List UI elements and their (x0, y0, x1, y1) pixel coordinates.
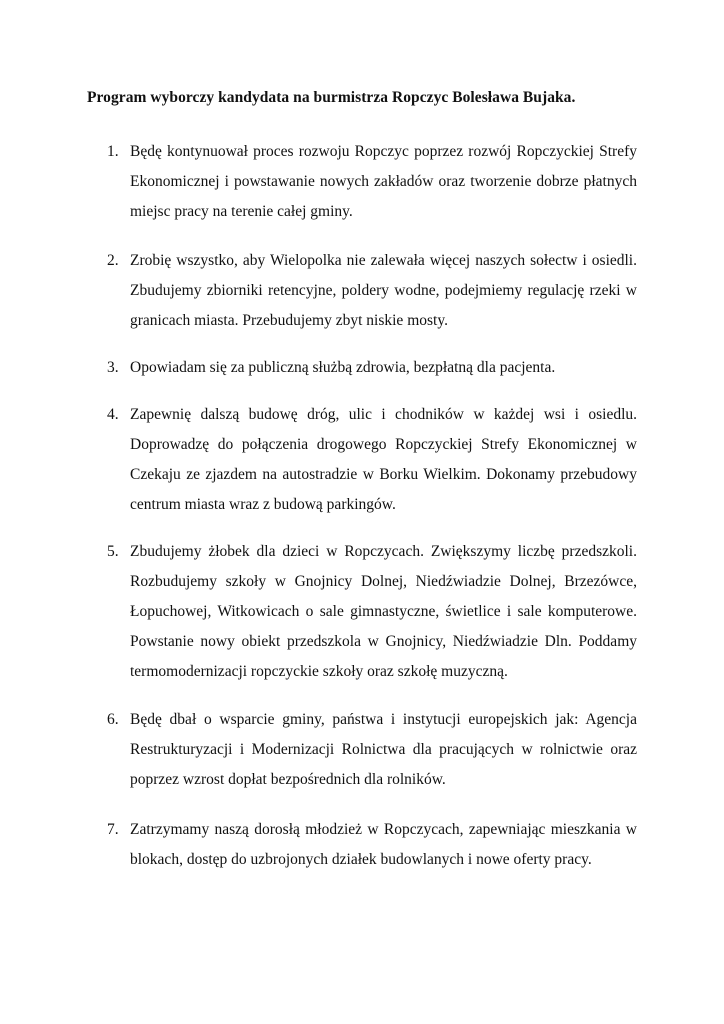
list-item-text: Zrobię wszystko, aby Wielopolka nie zalewała więcej naszych sołectw i osiedli. Zbudujemy zbiorniki retencyjne, poldery wodne, podejmiemy regulację rzeki w granicach miasta. Przebudujemy zbyt niskie mosty. (130, 252, 637, 329)
list-item-number: 5. (107, 543, 119, 560)
list-item-number: 6. (107, 711, 119, 728)
list-item-text: Zatrzymamy naszą dorosłą młodzież w Ropczycach, zapewniając mieszkania w blokach, dostęp do uzbrojonych działek budowlanych i nowe oferty pracy. (130, 821, 637, 868)
list-item-text: Opowiadam się za publiczną służbą zdrowia, bezpłatną dla pacjenta. (130, 359, 556, 376)
list-item-text: Zapewnię dalszą budowę dróg, ulic i chodników w każdej wsi i osiedlu. Doprowadzę do połączenia drogowego Ropczyckiej Strefy Ekonomicznej w Czekaju ze zjazdem na autostradzie w Borku Wielkim. Dokonamy przebudowy centrum miasta wraz z budową parkingów. (130, 406, 637, 513)
list-item-number: 1. (107, 143, 119, 160)
list-item-text: Będę kontynuował proces rozwoju Ropczyc poprzez rozwój Ropczyckiej Strefy Ekonomicznej i powstawanie nowych zakładów oraz tworzenie dobrze płatnych miejsc pracy na terenie całej gminy. (130, 143, 637, 220)
list-item-text: Będę dbał o wsparcie gminy, państwa i instytucji europejskich jak: Agencja Restrukturyzacji i Modernizacji Rolnictwa dla pracujących w rolnictwie oraz poprzez wzrost dopłat bezpośrednich dla rolników. (130, 711, 637, 788)
list-item-number: 4. (107, 406, 119, 423)
document-title: Program wyborczy kandydata na burmistrza Ropczyc Bolesława Bujaka. (87, 89, 576, 106)
list-item-number: 3. (107, 359, 119, 376)
list-item-number: 7. (107, 821, 119, 838)
list-item-number: 2. (107, 252, 119, 269)
list-item-text: Zbudujemy żłobek dla dzieci w Ropczycach. Zwiększymy liczbę przedszkoli. Rozbudujemy szkoły w Gnojnicy Dolnej, Niedźwiadzie Dolnej, Brzezówce, Łopuchowej, Witkowicach o sale gimnastyczne, świetlice i sale komputerowe. Powstanie nowy obiekt przedszkola w Gnojnicy, Niedźwiadzie Dln. Poddamy termomodernizacji ropczyckie szkoły oraz szkołę muzyczną. (130, 543, 637, 680)
